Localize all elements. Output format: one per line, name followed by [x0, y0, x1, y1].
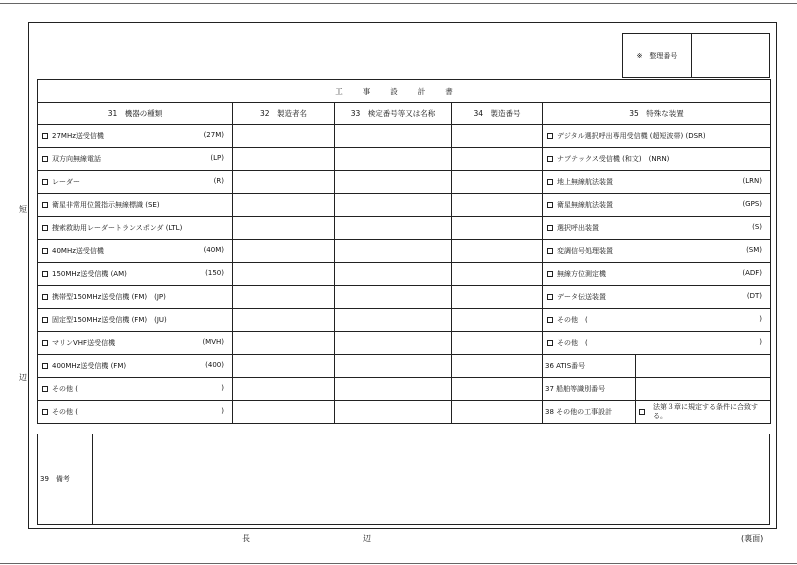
field-value: [636, 401, 770, 423]
item-code: (400): [205, 361, 224, 369]
item-code: (GPS): [742, 200, 763, 208]
special-device-cell: [543, 194, 771, 217]
entry-cell[interactable]: [233, 378, 335, 401]
column-header: 33 検定番号等又は名称: [335, 103, 452, 125]
item-name: その他 (: [557, 339, 588, 347]
equipment-cell: [38, 378, 233, 401]
item-name: 40MHz送受信機: [52, 247, 104, 255]
entry-cell[interactable]: [335, 355, 452, 378]
item-code: (27M): [203, 131, 224, 139]
item-code: ): [221, 384, 224, 392]
field-label: 37 船舶等識別番号: [543, 378, 636, 400]
entry-cell[interactable]: [335, 286, 452, 309]
entry-cell[interactable]: [233, 263, 335, 286]
top-rule: [0, 3, 797, 4]
table-row: [38, 125, 771, 148]
bottom-label-cho: 長: [242, 534, 250, 543]
item-code: (ADF): [742, 269, 763, 277]
field-wrap: [543, 378, 770, 400]
table-row: [38, 148, 771, 171]
field-wrap: [543, 355, 770, 377]
checkbox[interactable]: [547, 179, 553, 185]
table-row: [38, 171, 771, 194]
entry-cell[interactable]: [233, 309, 335, 332]
equipment-cell: [38, 332, 233, 355]
seiri-label: ※ 整理番号: [623, 34, 692, 77]
entry-cell[interactable]: [452, 263, 543, 286]
special-device-cell: [543, 125, 771, 148]
item-code: (R): [213, 177, 224, 185]
side-label-tan: 短: [19, 205, 27, 214]
item-code: (LP): [210, 154, 224, 162]
field-cell: [543, 378, 771, 401]
entry-cell[interactable]: [233, 332, 335, 355]
entry-cell[interactable]: [452, 148, 543, 171]
field-value[interactable]: [636, 355, 770, 377]
field-value[interactable]: [636, 378, 770, 400]
checkbox[interactable]: [547, 340, 553, 346]
item-code: (40M): [203, 246, 224, 254]
checkbox[interactable]: [42, 156, 48, 162]
item-name: レーダー: [52, 178, 80, 186]
item-name: 150MHz送受信機 (AM): [52, 270, 127, 278]
entry-cell[interactable]: [452, 125, 543, 148]
equipment-cell: [38, 217, 233, 240]
item-name: ナブテックス受信機 (和文) (NRN): [557, 155, 670, 163]
checkbox[interactable]: [547, 271, 553, 277]
checkbox[interactable]: [547, 156, 553, 162]
entry-cell[interactable]: [452, 286, 543, 309]
table-row: [38, 378, 771, 401]
side-label-hen: 辺: [19, 373, 27, 382]
special-device-cell: [543, 263, 771, 286]
checkbox[interactable]: [42, 363, 48, 369]
seiri-value[interactable]: [692, 34, 769, 77]
checkbox[interactable]: [42, 271, 48, 277]
item-name: 固定型150MHz送受信機 (FM) (JU): [52, 316, 167, 324]
item-name: 無線方位測定機: [557, 270, 606, 278]
checkbox[interactable]: [42, 409, 48, 415]
entry-cell[interactable]: [335, 171, 452, 194]
item-name: 400MHz送受信機 (FM): [52, 362, 127, 370]
table-row: [38, 286, 771, 309]
remarks-value[interactable]: [93, 434, 769, 524]
remarks-label: 39 備考: [38, 434, 93, 524]
item-name: 選択呼出装置: [557, 224, 599, 232]
item-name: その他 (: [557, 316, 588, 324]
item-name: 衛星非常用位置指示無線標識 (SE): [52, 201, 160, 209]
item-code: (S): [752, 223, 763, 231]
bottom-rule: [0, 563, 797, 564]
checkbox[interactable]: [42, 225, 48, 231]
item-code: (MVH): [202, 338, 224, 346]
special-device-cell: [543, 332, 771, 355]
item-name: 捜索救助用レーダートランスポンダ (LTL): [52, 224, 183, 232]
special-device-cell: [543, 309, 771, 332]
entry-cell[interactable]: [335, 378, 452, 401]
item-code: (SM): [746, 246, 763, 254]
entry-cell[interactable]: [452, 194, 543, 217]
field-cell: [543, 401, 771, 424]
checkbox[interactable]: [547, 202, 553, 208]
form-title: 工事設計書: [38, 80, 771, 103]
item-code: (150): [205, 269, 224, 277]
entry-cell[interactable]: [452, 171, 543, 194]
field-wrap: [543, 401, 770, 423]
equipment-cell: [38, 148, 233, 171]
table-row: [38, 194, 771, 217]
checkbox[interactable]: [547, 294, 553, 300]
entry-cell[interactable]: [335, 240, 452, 263]
entry-cell[interactable]: [452, 332, 543, 355]
special-device-cell: [543, 171, 771, 194]
equipment-cell: [38, 171, 233, 194]
entry-cell[interactable]: [335, 401, 452, 424]
item-name: その他 (: [52, 385, 78, 393]
entry-cell[interactable]: [335, 217, 452, 240]
checkbox[interactable]: [42, 133, 48, 139]
entry-cell[interactable]: [335, 125, 452, 148]
special-device-cell: [543, 240, 771, 263]
item-code: (DT): [746, 292, 763, 300]
design-table: [37, 79, 771, 424]
checkbox[interactable]: [639, 409, 645, 415]
item-name: 双方向無線電話: [52, 155, 101, 163]
equipment-cell: [38, 286, 233, 309]
item-name: 衛星無線航法装置: [557, 201, 613, 209]
table-row: [38, 332, 771, 355]
ura-label: (裏面): [741, 534, 764, 543]
equipment-cell: [38, 125, 233, 148]
table-row: [38, 240, 771, 263]
item-code: ): [759, 338, 763, 346]
checkbox[interactable]: [547, 225, 553, 231]
entry-cell[interactable]: [452, 217, 543, 240]
item-name: 地上無線航法装置: [557, 178, 613, 186]
entry-cell[interactable]: [452, 401, 543, 424]
table-row: [38, 355, 771, 378]
checkbox[interactable]: [42, 317, 48, 323]
entry-cell[interactable]: [335, 309, 452, 332]
checkbox[interactable]: [42, 248, 48, 254]
equipment-cell: [38, 194, 233, 217]
checkbox[interactable]: [42, 179, 48, 185]
entry-cell[interactable]: [233, 286, 335, 309]
entry-cell[interactable]: [335, 263, 452, 286]
special-device-cell: [543, 286, 771, 309]
equipment-cell: [38, 355, 233, 378]
field-cell: [543, 355, 771, 378]
table-row: [38, 309, 771, 332]
item-code: ): [759, 315, 763, 323]
entry-cell[interactable]: [452, 378, 543, 401]
entry-cell[interactable]: [233, 194, 335, 217]
item-code: ): [221, 407, 224, 415]
item-name: デジタル選択呼出専用受信機 (超短波帯) (DSR): [557, 132, 706, 140]
checkbox[interactable]: [42, 386, 48, 392]
header-row: [38, 103, 771, 125]
table-row: [38, 263, 771, 286]
item-name: マリンVHF送受信機: [52, 339, 116, 347]
entry-cell[interactable]: [452, 309, 543, 332]
table-row: [38, 401, 771, 424]
column-header: 32 製造者名: [233, 103, 335, 125]
remarks-row: [37, 434, 770, 525]
entry-cell[interactable]: [233, 148, 335, 171]
checkbox[interactable]: [547, 248, 553, 254]
item-name: 携帯型150MHz送受信機 (FM) (JP): [52, 293, 166, 301]
entry-cell[interactable]: [452, 355, 543, 378]
checkbox[interactable]: [547, 317, 553, 323]
condition-text: 法第３章に規定する条件に合致する。: [653, 403, 758, 420]
item-name: その他 (: [52, 408, 78, 416]
checkbox[interactable]: [42, 202, 48, 208]
entry-cell[interactable]: [233, 240, 335, 263]
column-header: 35 特殊な装置: [543, 103, 771, 125]
checkbox[interactable]: [42, 294, 48, 300]
field-label: 36 ATIS番号: [543, 355, 636, 377]
equipment-cell: [38, 240, 233, 263]
equipment-cell: [38, 263, 233, 286]
special-device-cell: [543, 217, 771, 240]
table-row: [38, 217, 771, 240]
special-device-cell: [543, 148, 771, 171]
column-header: 31 機器の種類: [38, 103, 233, 125]
entry-cell[interactable]: [335, 194, 452, 217]
checkbox[interactable]: [547, 133, 553, 139]
item-name: データ伝送装置: [557, 293, 606, 301]
entry-cell[interactable]: [233, 401, 335, 424]
field-label: 38 その他の工事設計: [543, 401, 636, 423]
entry-cell[interactable]: [233, 217, 335, 240]
item-name: 27MHz送受信機: [52, 132, 104, 140]
item-name: 変調信号処理装置: [557, 247, 613, 255]
entry-cell[interactable]: [233, 355, 335, 378]
checkbox[interactable]: [42, 340, 48, 346]
bottom-label-hen: 辺: [363, 534, 371, 543]
seiri-box: [622, 33, 770, 78]
entry-cell[interactable]: [233, 125, 335, 148]
item-code: (LRN): [742, 177, 763, 185]
entry-cell[interactable]: [335, 148, 452, 171]
column-header: 34 製造番号: [452, 103, 543, 125]
title-row: [38, 80, 771, 103]
entry-cell[interactable]: [452, 240, 543, 263]
equipment-cell: [38, 309, 233, 332]
equipment-cell: [38, 401, 233, 424]
entry-cell[interactable]: [233, 171, 335, 194]
entry-cell[interactable]: [335, 332, 452, 355]
